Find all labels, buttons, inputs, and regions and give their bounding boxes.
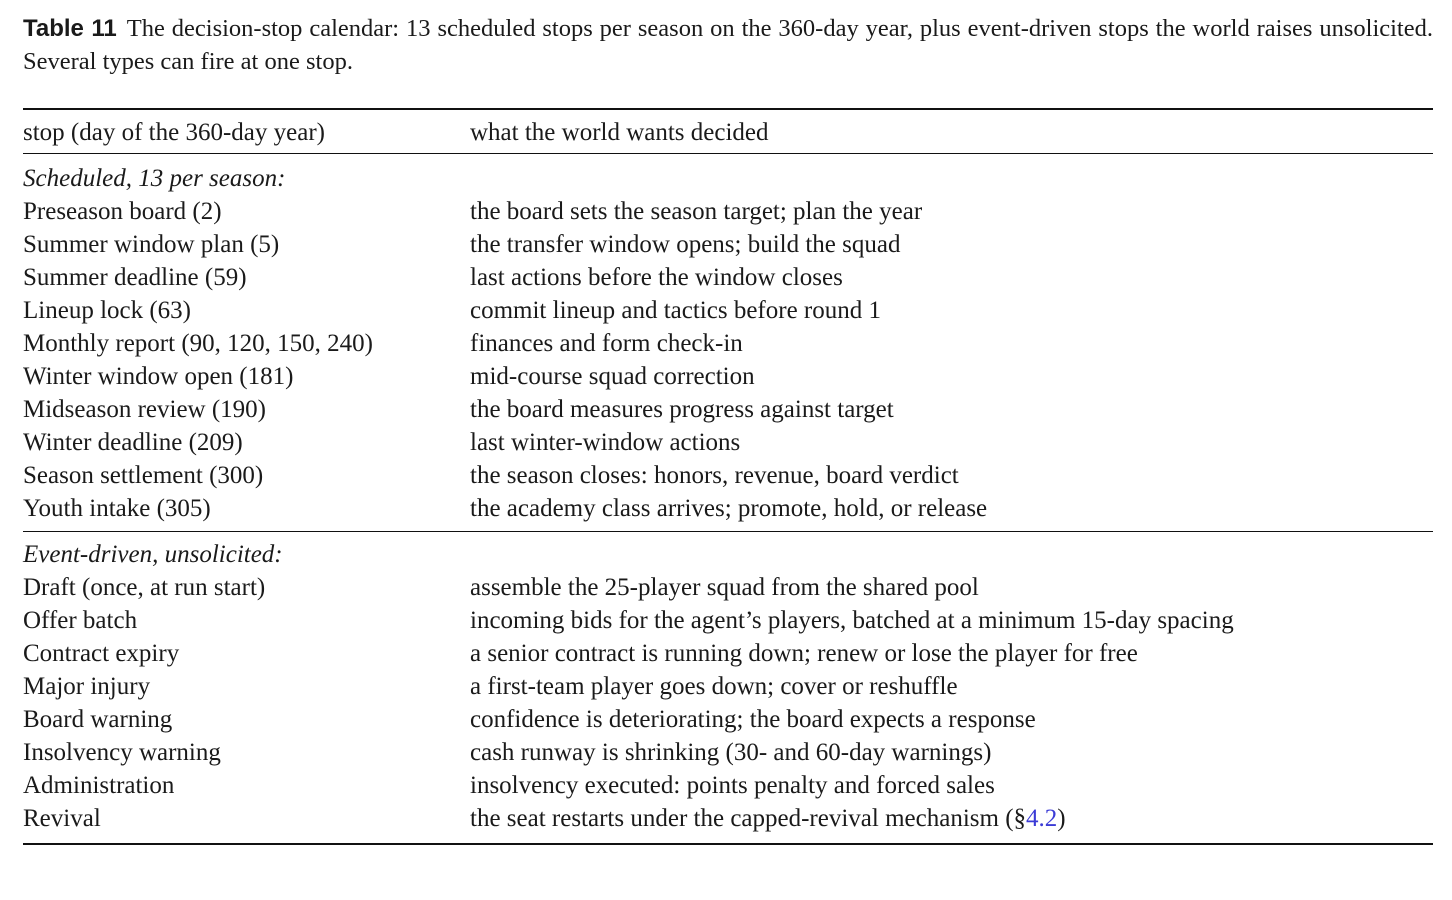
stop-cell: Administration [23,772,175,799]
last-row-table [23,802,1433,835]
stop-cell: Lineup lock (63) [23,297,192,324]
table-row [23,426,1433,459]
table-row [23,228,1433,261]
section-title: Scheduled, 13 per season: [23,165,286,192]
stop-cell: Summer window plan (5) [23,231,280,258]
decision-cell: last actions before the window closes [470,264,843,291]
table-row [23,360,1433,393]
section-title-row [23,532,1433,571]
table-row [23,294,1433,327]
decision-text: the seat restarts under the capped-revival mechanism (§ [470,805,1027,832]
stop-cell: Youth intake (305) [23,495,211,522]
decision-cell: the board measures progress against target [470,396,894,423]
decision-cell [470,802,1433,835]
table-row [23,637,1433,670]
table-row [23,703,1433,736]
caption-text: The decision-stop calendar: 13 scheduled stops per season on the 360-day year, plus event-driven stops the world raises unsolicited. Several types can fire at one stop. [23,15,1433,75]
table-row [23,195,1433,228]
table-row [23,571,1433,604]
decision-cell: mid-course squad correction [470,363,755,390]
decision-cell: the season closes: honors, revenue, board verdict [470,462,959,489]
stop-cell: Preseason board (2) [23,198,222,225]
stop-cell: Season settlement (300) [23,462,264,489]
stop-cell: Major injury [23,673,151,700]
decision-cell: a senior contract is running down; renew or lose the player for free [470,640,1138,667]
decision-cell: insolvency executed: points penalty and forced sales [470,772,995,799]
decision-cell: the transfer window opens; build the squad [470,231,901,258]
stop-cell: Monthly report (90, 120, 150, 240) [23,330,373,357]
bottom-rule [23,843,1433,845]
decision-stop-table [23,110,1433,153]
decision-cell: incoming bids for the agent’s players, batched at a minimum 15-day spacing [470,607,1234,634]
decision-cell: the board sets the season target; plan the year [470,198,923,225]
header-decision: what the world wants decided [470,119,769,146]
decision-cell: last winter-window actions [470,429,741,456]
stop-cell: Offer batch [23,607,138,634]
table-figure [23,12,1433,845]
table-row [23,393,1433,426]
stop-cell: Revival [23,805,101,832]
section-reference-link[interactable]: 4.2 [1026,805,1058,832]
table-row [23,459,1433,492]
table-caption [23,12,1433,78]
stop-cell: Winter window open (181) [23,363,294,390]
caption-label: Table 11 [23,15,117,42]
section-title: Event-driven, unsolicited: [23,541,283,568]
stop-cell: Summer deadline (59) [23,264,247,291]
stop-cell: Board warning [23,706,173,733]
decision-cell: a first-team player goes down; cover or reshuffle [470,673,958,700]
event-section [23,532,1433,802]
table-row [23,261,1433,294]
stop-cell: Draft (once, at run start) [23,574,266,601]
table-row [23,802,1433,835]
stop-cell: Contract expiry [23,640,180,667]
section-title-row [23,154,1433,195]
scheduled-section [23,154,1433,525]
table-row [23,492,1433,525]
header-row [23,110,1433,153]
table-row [23,327,1433,360]
decision-cell: cash runway is shrinking (30- and 60-day warnings) [470,739,992,766]
stop-cell: Insolvency warning [23,739,221,766]
table-row [23,736,1433,769]
stop-cell: Midseason review (190) [23,396,266,423]
stop-cell: Winter deadline (209) [23,429,243,456]
header-stop: stop (day of the 360-day year) [23,119,325,146]
table-row [23,769,1433,802]
decision-text-end: ) [1057,805,1066,832]
decision-cell: finances and form check-in [470,330,743,357]
table-row [23,604,1433,637]
decision-cell: assemble the 25-player squad from the shared pool [470,574,979,601]
table-row [23,670,1433,703]
decision-cell: the academy class arrives; promote, hold, or release [470,495,988,522]
decision-cell: commit lineup and tactics before round 1 [470,297,881,324]
decision-cell: confidence is deteriorating; the board expects a response [470,706,1036,733]
